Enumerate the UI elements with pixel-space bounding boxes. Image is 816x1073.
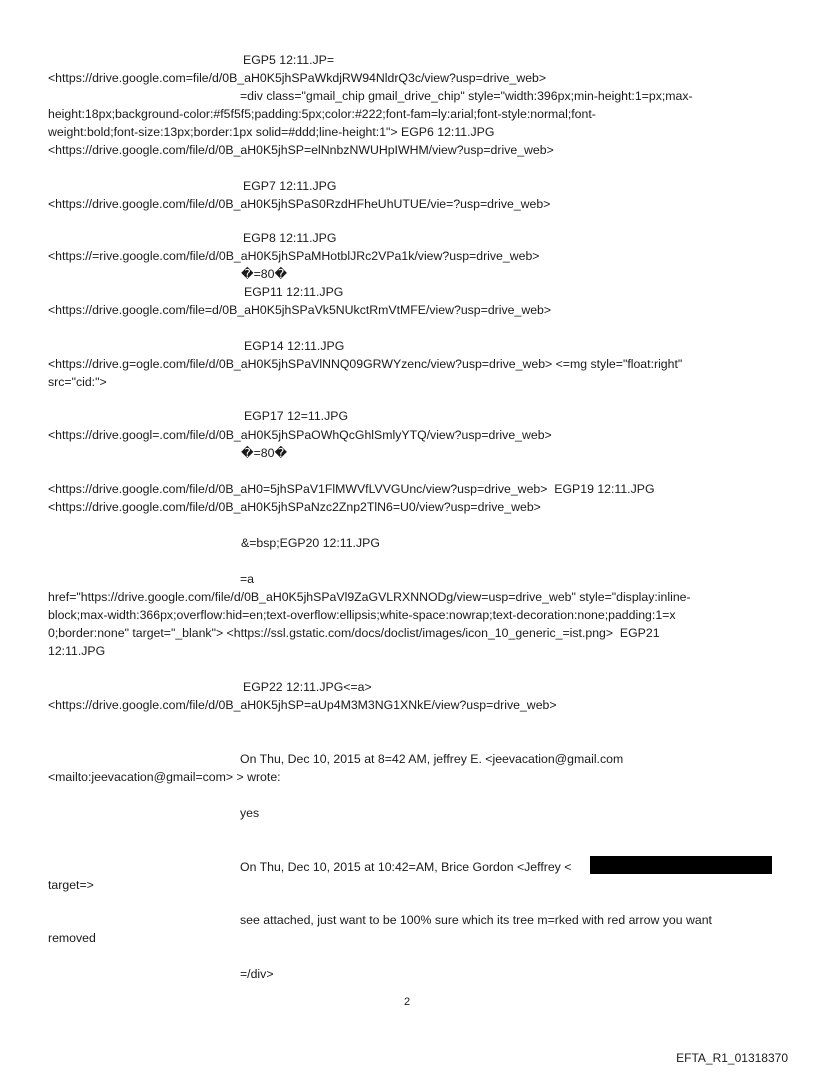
document-id-footer: EFTA_R1_01318370 <box>676 1051 788 1065</box>
text-line: EGP14 12:11.JPG <box>244 339 345 353</box>
text-line: <https://drive.google.com=file/d/0B_aH0K5jhSPaWkdjRW94NldrQ3c/view?usp=drive_web> <box>48 71 547 85</box>
text-line: =div class="gmail_chip gmail_drive_chip" style="width:396px;min-height:1=px;max- <box>240 89 693 103</box>
text-line: EGP11 12:11.JPG <box>244 285 344 299</box>
text-line: src="cid:"> <box>48 375 107 389</box>
text-line: EGP5 12:11.JP= <box>243 53 335 67</box>
text-line: On Thu, Dec 10, 2015 at 8=42 AM, jeffrey E. <jeevacation@gmail.com <box>240 752 624 766</box>
text-line: target=> <box>48 878 94 892</box>
text-line: EGP17 12=11.JPG <box>244 409 349 423</box>
text-line: <mailto:jeevacation@gmail=com> > wrote: <box>48 770 281 784</box>
text-line: &=bsp;EGP20 12:11.JPG <box>241 536 380 550</box>
text-line: <https://drive.google.com/file/d/0B_aH0K5jhSP=elNnbzNWUHpIWHM/view?usp=drive_web> <box>48 143 554 157</box>
page-number: 2 <box>404 996 411 1008</box>
text-line: EGP8 12:11.JPG <box>243 231 337 245</box>
text-line: see attached, just want to be 100% sure which its tree m=rked with red arrow you want <box>240 913 712 927</box>
text-line: <https://drive.google.com/file/d/0B_aH0K5jhSPaS0RzdHFheUhUTUE/vie=?usp=drive_web> <box>48 197 551 211</box>
text-line: <https://drive.google.com/file/d/0B_aH0=5jhSPaV1FlMWVfLVVGUnc/view?usp=drive_web> EGP19 12:11.JPG <box>48 482 655 496</box>
text-line: EGP22 12:11.JPG<=a> <box>243 680 372 694</box>
text-line: height:18px;background-color:#f5f5f5;padding:5px;color:#222;font-fam=ly:arial;font-style:normal;font- <box>48 107 596 121</box>
text-line: <https://=rive.google.com/file/d/0B_aH0K5jhSPaMHotblJRc2VPa1k/view?usp=drive_web> <box>48 249 540 263</box>
text-line: weight:bold;font-size:13px;border:1px solid=#ddd;line-height:1"> EGP6 12:11.JPG <box>48 125 495 139</box>
text-line: �=80� <box>241 446 288 460</box>
redaction-box <box>590 856 772 874</box>
text-line: =/div> <box>240 967 274 981</box>
text-line: <https://drive.google.com/file/d/0B_aH0K5jhSP=aUp4M3M3NG1XNkE/view?usp=drive_web> <box>48 698 557 712</box>
text-line: <https://drive.g=ogle.com/file/d/0B_aH0K5jhSPaVlNNQ09GRWYzenc/view?usp=drive_web> <=mg style="float:right" <box>48 357 683 371</box>
text-line: EGP7 12:11.JPG <box>243 179 337 193</box>
text-line: 12:11.JPG <box>48 644 106 658</box>
text-line: yes <box>240 806 260 820</box>
text-line: <https://drive.google.com/file=d/0B_aH0K5jhSPaVk5NUkctRmVtMFE/view?usp=drive_web> <box>48 303 552 317</box>
text-line: �=80� <box>241 267 288 281</box>
text-line: On Thu, Dec 10, 2015 at 10:42=AM, Brice Gordon <Jeffrey < <box>240 860 572 874</box>
text-line: block;max-width:366px;overflow:hid=en;text-overflow:ellipsis;white-space:nowrap;text-decoration:none;padding:1=x <box>48 608 676 622</box>
text-line: <https://drive.google.com/file/d/0B_aH0K5jhSPaNzc2Znp2TlN6=U0/view?usp=drive_web> <box>48 500 541 514</box>
text-line: <https://drive.googl=.com/file/d/0B_aH0K5jhSPaOWhQcGhlSmlyYTQ/view?usp=drive_web> <box>48 428 552 442</box>
text-line: =a <box>240 572 255 586</box>
text-line: 0;border:none" target="_blank"> <https://ssl.gstatic.com/docs/doclist/images/icon_10_generic_=ist.png> EGP21 <box>48 626 660 640</box>
text-line: removed <box>48 931 96 945</box>
text-line: href="https://drive.google.com/file/d/0B_aH0K5jhSPaVl9ZaGVLRXNNODg/view=usp=drive_web" style="display:inline- <box>48 590 691 604</box>
